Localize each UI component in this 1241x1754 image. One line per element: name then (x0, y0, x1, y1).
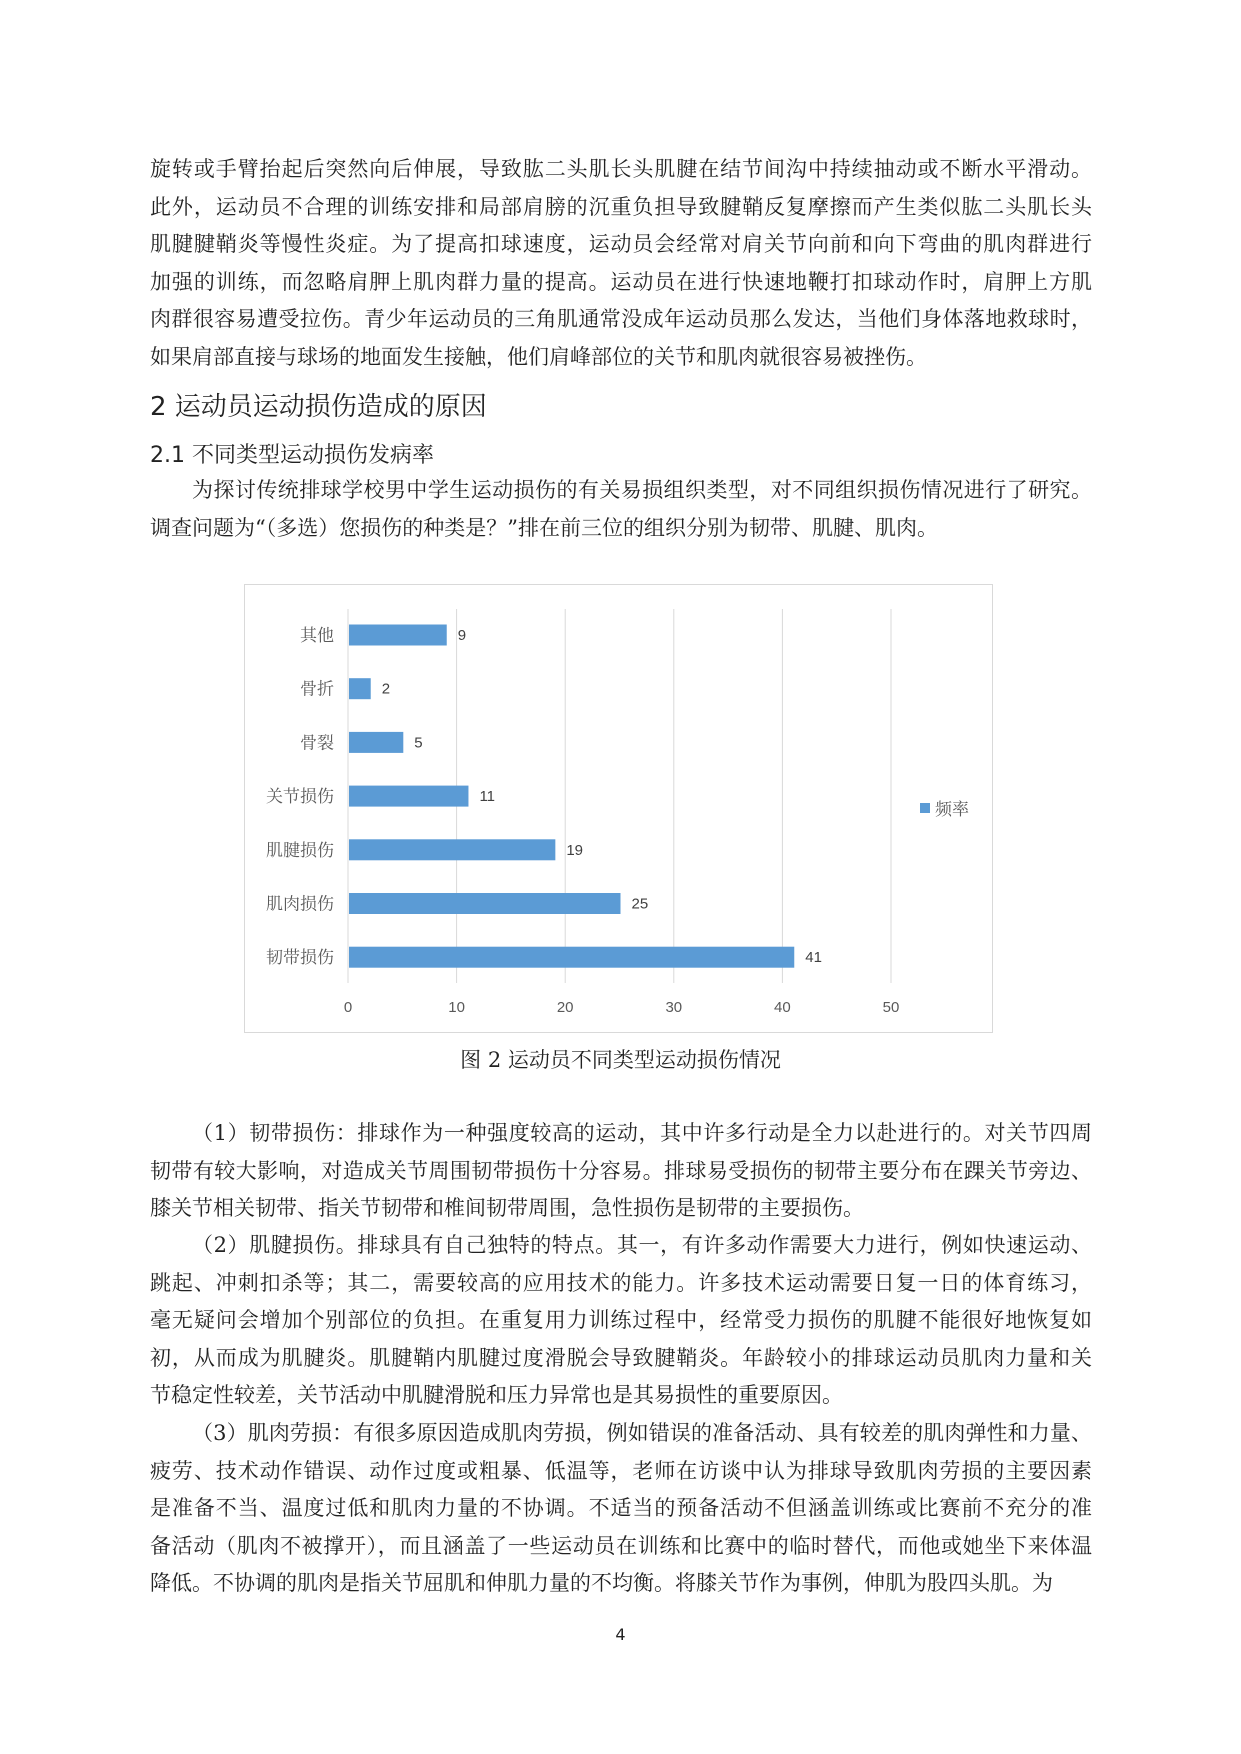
legend-swatch (920, 803, 930, 813)
bar (349, 678, 371, 699)
data-label: 2 (381, 680, 391, 698)
text-line: 膝关节相关韧带、指关节韧带和椎间韧带周围，急性损伤是韧带的主要损伤。 (150, 1196, 864, 1220)
bar (349, 732, 403, 753)
x-tick-label: 40 (774, 999, 791, 1016)
text-line: 肌腱腱鞘炎等慢性炎症。为了提高扣球速度，运动员会经常对肩关节向前和向下弯曲的肌肉群进行 (150, 232, 1092, 256)
text-line: 节稳定性较差，关节活动中肌腱滑脱和压力异常也是其易损性的重要原因。 (150, 1383, 843, 1407)
x-tick-label: 50 (882, 999, 900, 1016)
x-tick-label: 20 (556, 999, 574, 1016)
paragraph-tendon (150, 1227, 1092, 1415)
text-line: 韧带有较大影响，对造成关节周围韧带损伤十分容易。排球易受损伤的韧带主要分布在踝关节旁边、 (150, 1158, 1092, 1183)
data-label: 25 (631, 895, 649, 913)
text-line: 毫无疑问会增加个别部位的负担。在重复用力训练过程中，经常受力损伤的肌腱不能很好地恢复如 (150, 1308, 1092, 1332)
category-label: 韧带损伤 (266, 948, 334, 969)
category-label: 骨裂 (300, 733, 334, 754)
page-number: 4 (615, 1625, 626, 1644)
text-line: 为探讨传统排球学校男中学生运动损伤的有关易损组织类型，对不同组织损伤情况进行了研究。 (192, 478, 1092, 502)
text-line: 疲劳、技术动作错误、动作过度或粗暴、低温等，老师在访谈中认为排球导致肌肉劳损的主要因素 (150, 1458, 1092, 1483)
x-tick-label: 0 (343, 999, 353, 1016)
text-line: 调查问题为“（多选）您损伤的种类是？”排在前三位的组织分别为韧带、肌腱、肌肉。 (150, 515, 938, 540)
category-label: 其他 (300, 626, 334, 646)
paragraph-ligament (150, 1115, 1092, 1228)
chart-canvas (245, 585, 994, 1034)
category-label: 肌腱损伤 (266, 840, 334, 861)
paragraph-intro (150, 472, 1092, 547)
text-line: 肉群很容易遭受拉伤。青少年运动员的三角肌通常没成年运动员那么发达，当他们身体落地救球时， (150, 307, 1092, 331)
bar (349, 786, 468, 807)
text-line: （2）肌腱损伤。排球具有自己独特的特点。其一，有许多动作需要大力进行，例如快速运动、 (192, 1233, 1092, 1257)
section-heading: 2 运动员运动损伤造成的原因 (150, 392, 487, 422)
bar (349, 947, 794, 968)
bar (349, 893, 621, 914)
paragraph-muscle (150, 1415, 1092, 1603)
text-line: 此外，运动员不合理的训练安排和局部肩膀的沉重负担导致腱鞘反复摩擦而产生类似肱二头肌长头 (150, 194, 1092, 219)
data-label: 11 (479, 788, 496, 806)
text-line: 跳起、冲刺扣杀等；其二，需要较高的应用技术的能力。许多技术运动需要日复一日的体育练习， (150, 1270, 1092, 1295)
text-line: 是准备不当、温度过低和肌肉力量的不协调。不适当的预备活动不但涵盖训练或比赛前不充分的准 (150, 1496, 1092, 1520)
text-line: 初，从而成为肌腱炎。肌腱鞘内肌腱过度滑脱会导致腱鞘炎。年龄较小的排球运动员肌肉力量和关 (150, 1345, 1092, 1370)
data-label: 41 (805, 949, 822, 967)
text-line: （3）肌肉劳损：有很多原因造成肌肉劳损，例如错误的准备活动、具有较差的肌肉弹性和力量、 (192, 1421, 1092, 1445)
text-line: （1）韧带损伤：排球作为一种强度较高的运动，其中许多行动是全力以赴进行的。对关节四周 (192, 1121, 1092, 1145)
category-label: 肌肉损伤 (266, 894, 334, 915)
x-tick-label: 30 (665, 999, 683, 1016)
bar-chart (244, 584, 993, 1033)
bar (349, 839, 555, 860)
data-label: 5 (414, 734, 423, 752)
data-label: 19 (566, 841, 584, 859)
legend-label: 频率 (935, 800, 969, 820)
text-line: 如果肩部直接与球场的地面发生接触，他们肩峰部位的关节和肌肉就很容易被挫伤。 (150, 344, 927, 369)
data-label: 9 (457, 627, 467, 644)
bar (349, 625, 447, 646)
subsection-heading: 2.1 不同类型运动损伤发病率 (150, 443, 434, 468)
paragraph-continued (150, 151, 1092, 376)
text-line: 加强的训练，而忽略肩胛上肌肉群力量的提高。运动员在进行快速地鞭打扣球动作时，肩胛上方肌 (150, 269, 1092, 294)
category-label: 关节损伤 (266, 787, 334, 808)
text-line: 降低。不协调的肌肉是指关节屈肌和伸肌力量的不均衡。将膝关节作为事例，伸肌为股四头肌。为 (150, 1571, 1053, 1595)
text-line: 旋转或手臂抬起后突然向后伸展，导致肱二头肌长头肌腱在结节间沟中持续抽动或不断水平滑动。 (150, 157, 1092, 181)
text-line: 备活动（肌肉不被撑开），而且涵盖了一些运动员在训练和比赛中的临时替代，而他或她坐下来体温 (150, 1533, 1092, 1558)
x-tick-label: 10 (448, 999, 465, 1016)
category-label: 骨折 (300, 679, 334, 700)
figure-caption: 图 2 运动员不同类型运动损伤情况 (460, 1048, 781, 1072)
